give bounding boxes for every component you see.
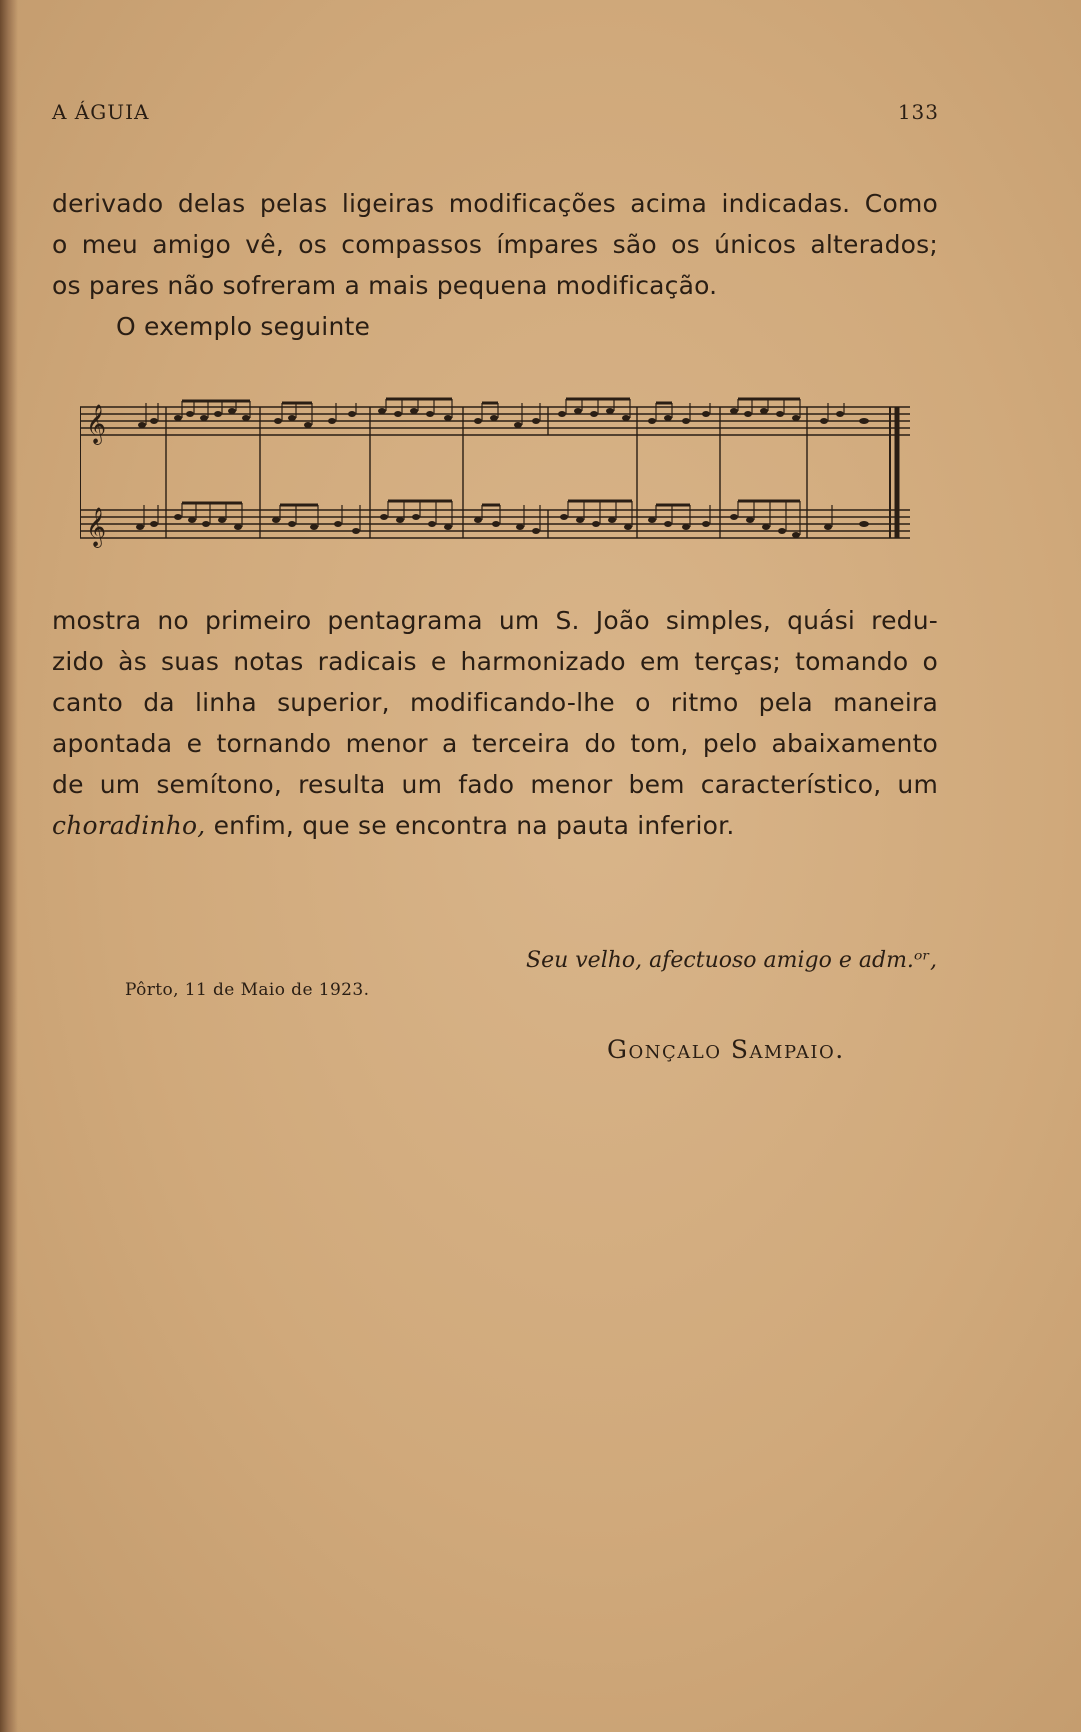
text-line: O exemplo seguinte [116,312,371,341]
text-fragment: enfim, que se encontra na pauta inferior. [205,811,735,840]
paragraph-3 [52,600,938,846]
text-line: os pares não sofreram a mais pequena modificação. [52,271,718,300]
text-line: de um semítono, resulta um fado menor bem característico, um [52,770,938,799]
page-number: 133 [897,100,939,124]
text-line: mostra no primeiro pentagrama um S. João simples, quási redu- [52,606,938,635]
journal-title: A ÁGUIA [52,100,150,124]
place-and-date: Pôrto, 11 de Maio de 1923. [125,980,370,1000]
text-line [52,805,938,846]
text-line: apontada e tornando menor a terceira do tom, pelo abaixamento [52,729,938,758]
text-line: zido às suas notas radicais e harmonizado em terças; tomando o [52,647,938,676]
italic-term: choradinho, [52,811,206,840]
paragraph-1 [52,183,938,347]
closing-salutation: Seu velho, afectuoso amigo e adm.ᵒʳ, [526,948,938,973]
text-line: o meu amigo vê, os compassos ímpares são os únicos alterados; [52,230,938,259]
svg-text:𝄞: 𝄞 [86,404,107,444]
text-line: derivado delas pelas ligeiras modificações acima indicadas. Como [52,189,938,218]
svg-text:𝄞: 𝄞 [86,507,107,547]
text-line: canto da linha superior, modificando-lhe o ritmo pela maneira [52,688,938,717]
author-signature: Gonçalo Sampaio. [607,1035,845,1064]
music-score-icon [80,395,910,560]
book-spine-shadow [0,0,18,1732]
upper-staff [80,407,910,435]
